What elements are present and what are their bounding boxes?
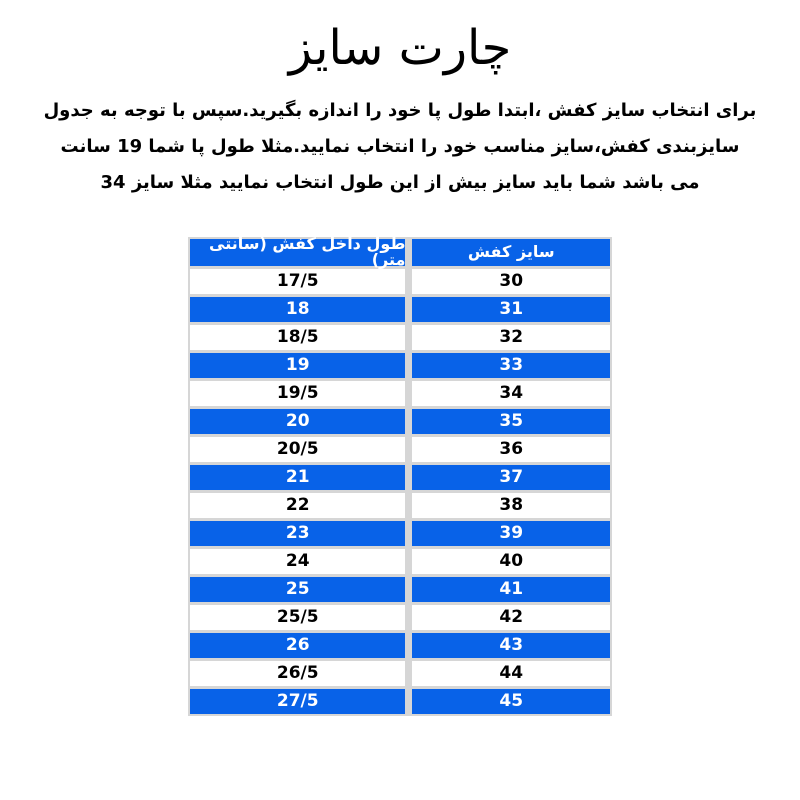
column-header-size: سایز کفش	[412, 239, 610, 266]
size-cell: 31	[412, 297, 610, 322]
description-line-3: می باشد شما باید سایز بیش از این طول انتخاب نمایید مثلا سایز 34	[100, 171, 700, 193]
size-cell: 34	[412, 381, 610, 406]
length-cell: 25	[190, 577, 405, 602]
description-line-2: سایزبندی کفش،سایز مناسب خود را انتخاب نمایید.مثلا طول پا شما 19 سانت	[60, 135, 740, 157]
page-title: چارت سایز	[288, 20, 512, 76]
size-table	[188, 234, 612, 716]
length-cell: 24	[190, 549, 405, 574]
size-cell: 44	[412, 661, 610, 686]
length-cell: 17/5	[190, 269, 405, 294]
length-cell: 23	[190, 521, 405, 546]
size-cell: 40	[412, 549, 610, 574]
length-cell: 20/5	[190, 437, 405, 462]
size-cell: 37	[412, 465, 610, 490]
length-cell: 21	[190, 465, 405, 490]
length-cell: 26/5	[190, 661, 405, 686]
length-cell: 20	[190, 409, 405, 434]
size-cell: 41	[412, 577, 610, 602]
size-cell: 38	[412, 493, 610, 518]
size-cell: 42	[412, 605, 610, 630]
length-cell: 26	[190, 633, 405, 658]
size-cell: 35	[412, 409, 610, 434]
description-line-1: برای انتخاب سایز کفش ،ابتدا طول پا خود را اندازه بگیرید.سپس با توجه به جدول	[43, 99, 757, 121]
description	[0, 93, 800, 201]
length-cell: 25/5	[190, 605, 405, 630]
length-cell: 27/5	[190, 689, 405, 714]
length-cell: 19	[190, 353, 405, 378]
size-cell: 33	[412, 353, 610, 378]
size-cell: 30	[412, 269, 610, 294]
size-cell: 32	[412, 325, 610, 350]
size-cell: 43	[412, 633, 610, 658]
length-cell: 22	[190, 493, 405, 518]
column-header-length: طول داخل کفش (سانتی متر)	[190, 239, 405, 266]
size-cell: 45	[412, 689, 610, 714]
length-cell: 18/5	[190, 325, 405, 350]
length-cell: 19/5	[190, 381, 405, 406]
size-cell: 39	[412, 521, 610, 546]
size-cell: 36	[412, 437, 610, 462]
length-cell: 18	[190, 297, 405, 322]
